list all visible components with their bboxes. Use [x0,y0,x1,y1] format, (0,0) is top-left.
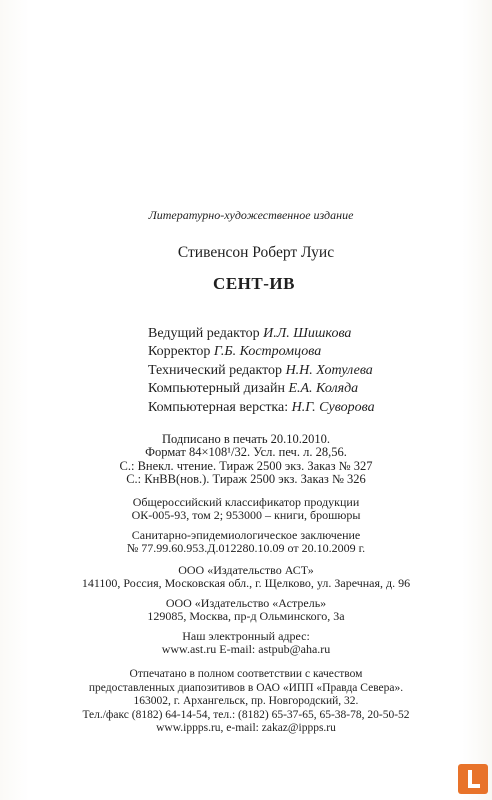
credit-role: Компьютерный дизайн [148,381,289,397]
credit-name: Н.Н. Хотулева [285,362,373,378]
printing-phones: Тел./факс (8182) 64-14-54, тел.: (8182) 65-37-65, 65-38-78, 20-50-52 [82,708,410,721]
print-run-line: С.: КнВВ(нов.). Тираж 2500 экз. Заказ № 326 [126,472,366,487]
classifier-line: Общероссийский классификатор продукции [132,495,360,509]
credit-role: Компьютерная верстка: [148,399,292,415]
credit-lead-editor [148,325,448,343]
publisher-name: ООО «Издательство «Астрель» [165,596,327,610]
bookmark-logo-icon [458,764,488,794]
contact-line: www.ast.ru E-mail: astpub@aha.ru [161,642,331,657]
publisher-name: ООО «Издательство АСТ» [178,563,314,577]
publisher-astrel-block [0,597,492,623]
format-line: Формат 84×108¹/32. Усл. печ. л. 28,56. [145,445,347,460]
contact-heading: Наш электронный адрес: [182,629,310,643]
print-details-block [0,433,492,487]
author-name: Стивенсон Роберт Луис [177,244,335,261]
genre-note: Литературно-художественное издание [148,208,354,222]
publisher-address: 129085, Москва, пр-д Ольминского, 3а [147,609,345,624]
credit-role: Технический редактор [148,362,286,378]
credit-designer [148,380,448,398]
credit-corrector [148,343,448,361]
printing-house-block [0,668,492,736]
book-title: СЕНТ-ИВ [213,274,295,293]
credit-layout [148,399,448,417]
printing-line: предоставленных диапозитивов в ОАО «ИПП «Правда Севера». [88,681,404,694]
signed-date: Подписано в печать 20.10.2010. [161,432,331,446]
printing-line: Отпечатано в полном соответствии с качеством [129,668,363,680]
credit-name: Е.А. Коляда [288,381,359,397]
classifier-line: ОК-005-93, том 2; 953000 – книги, брошюры [131,508,361,523]
publisher-address: 141100, Россия, Московская обл., г. Щелково, ул. Заречная, д. 96 [81,576,411,591]
sanitary-block [0,529,492,555]
credit-role: Ведущий редактор [148,326,264,341]
credit-name: И.Л. Шишкова [263,326,352,341]
credit-role: Корректор [148,344,214,360]
publisher-ast-block [0,564,492,590]
printing-address: 163002, г. Архангельск, пр. Новгородский, 32. [133,695,359,708]
contact-block [0,630,492,656]
credit-name: Н.Г. Суворова [291,399,375,415]
classifier-block [0,496,492,522]
credits-block [148,325,448,417]
credit-name: Г.Б. Костромцова [213,344,322,360]
credit-tech-editor [148,362,448,380]
sanitary-line: № 77.99.60.953.Д.012280.10.09 от 20.10.2009 г. [126,541,366,556]
printing-web: www.ippps.ru, e-mail: zakaz@ippps.ru [156,722,336,735]
print-run-line: С.: Внекл. чтение. Тираж 2500 экз. Заказ № 327 [119,458,373,473]
sanitary-line: Санитарно-эпидемиологическое заключение [131,528,361,542]
